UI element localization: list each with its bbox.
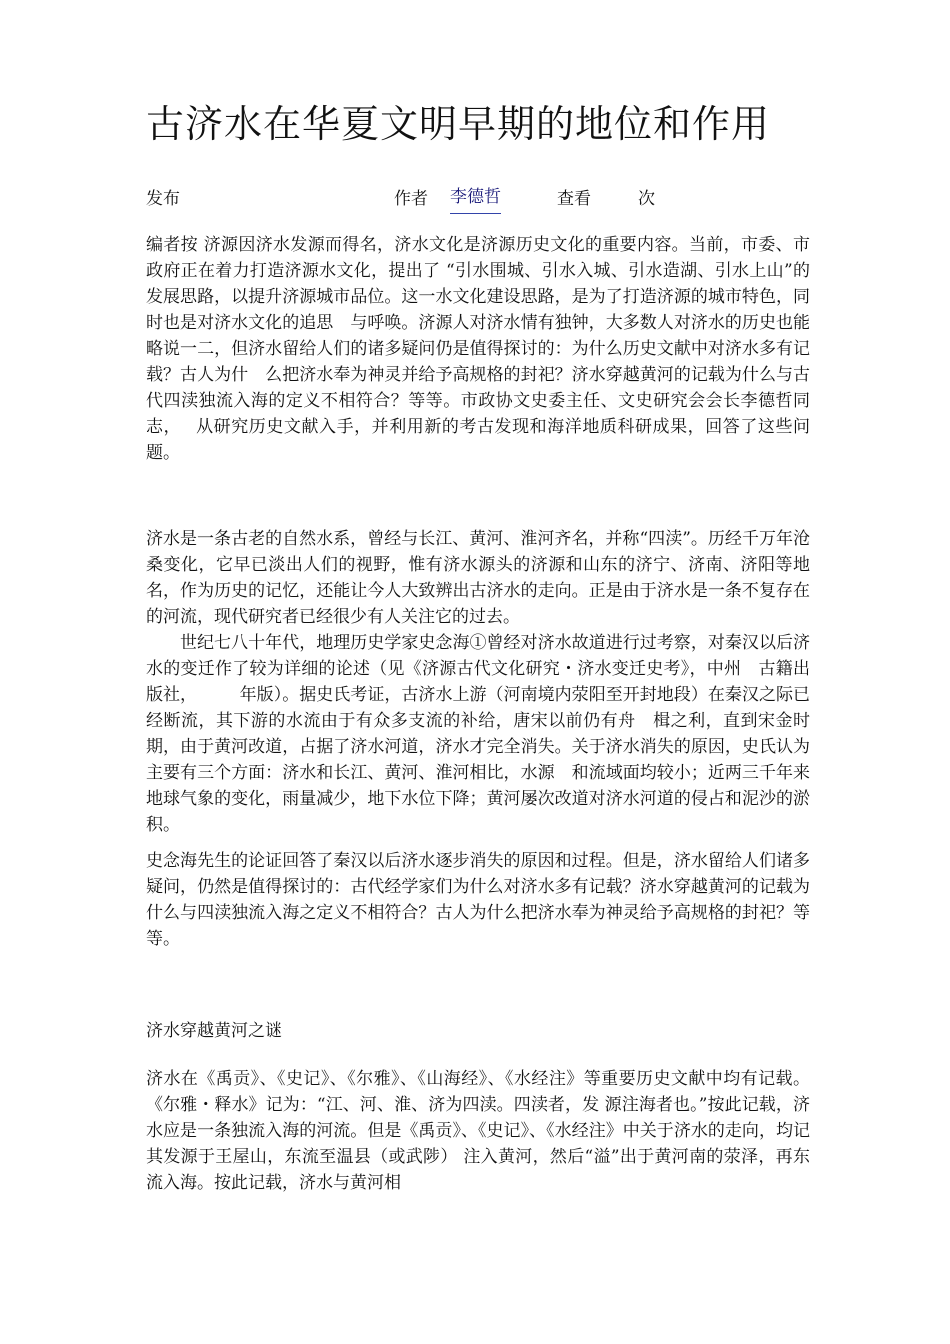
author-label: 作者 bbox=[394, 189, 428, 209]
article-title: 古济水在华夏文明早期的地位和作用 bbox=[146, 102, 771, 146]
section-heading: 济水穿越黄河之谜 bbox=[146, 1021, 282, 1041]
views-unit: 次 bbox=[638, 189, 655, 209]
publish-label: 发布 bbox=[146, 189, 180, 209]
ji-records-paragraph: 济水在《禹贡》、《史记》、《尔雅》、《山海经》、《水经注》等重要历史文献中均有记载。《尔雅・释水》记为：“江、河、淮、济为四渎。四渎者，发 源注海者也。”按此记载，济水应是一条独流入海的河流。但是《禹贡》、《史记》、《水经注》中关于济水的走向，均记其发源于王屋山，东流至温县（或武陟） 注入黄河，然后“溢”出于黄河南的荥泽，再东流入海。按此记载，济水与黄河相 bbox=[146, 1069, 810, 1193]
editor-note-paragraph: 编者按 济源因济水发源而得名，济水文化是济源历史文化的重要内容。当前，市委、市政府正在着力打造济源水文化，提出了 “引水围城、引水入城、引水造湖、引水上山”的发展思路，以提升济源城市品位。这一水文化建设思路，是为了打造济源的城市特色，同时也是对济水文化的追思 与呼唤。济源人对济水情有独钟，大多数人对济水的历史也能略说一二，但济水留给人们的诸多疑问仍是值得探讨的：为什么历史文献中对济水多有记载？古人为什 么把济水奉为神灵并给予高规格的封祀？济水穿越黄河的记载为什么与古代四渎独流入海的定义不相符合？等等。市政协文史委主任、文史研究会会长李德哲同志， 从研究历史文献入手，并利用新的考古发现和海洋地质科研成果，回答了这些问题。 bbox=[146, 235, 810, 463]
answer-paragraph: 史念海先生的论证回答了秦汉以后济水逐步消失的原因和过程。但是，济水留给人们诸多疑问，仍然是值得探讨的：古代经学家们为什么对济水多有记载？济水穿越黄河的记载为什么与四渎独流入海之定义不相符合？古人为什么把济水奉为神灵给予高规格的封祀？等等。 bbox=[146, 851, 810, 949]
views-label: 查看 bbox=[557, 189, 591, 209]
shi-nianhai-paragraph: 世纪七八十年代，地理历史学家史念海①曾经对济水故道进行过考察，对秦汉以后济水的变迁作了较为详细的论述（见《济源古代文化研究・济水变迁史考》，中州 古籍出版社， 年版）。据史氏考证，古济水上游（河南境内荥阳至开封地段）在秦汉之际已经断流，其下游的水流由于有众多支流的补给，唐宋以前仍有舟 楫之利，直到宋金时期，由于黄河改道，占据了济水河道，济水才完全消失。关于济水消失的原因，史氏认为主要有三个方面：济水和长江、黄河、淮河相比，水源 和流域面均较小；近两三千年来地球气象的变化，雨量减少，地下水位下降；黄河屡次改道对济水河道的侵占和泥沙的淤积。 bbox=[146, 633, 810, 835]
intro-paragraph: 济水是一条古老的自然水系，曾经与长江、黄河、淮河齐名，并称“四渎”。历经千万年沧桑变化，它早已淡出人们的视野，惟有济水源头的济源和山东的济宁、济南、济阳等地名，作为历史的记忆，还能让今人大致辨出古济水的走向。正是由于济水是一条不复存在的河流，现代研究者已经很少有人关注它的过去。 bbox=[146, 529, 810, 627]
author-link[interactable]: 李德哲 bbox=[450, 186, 501, 214]
